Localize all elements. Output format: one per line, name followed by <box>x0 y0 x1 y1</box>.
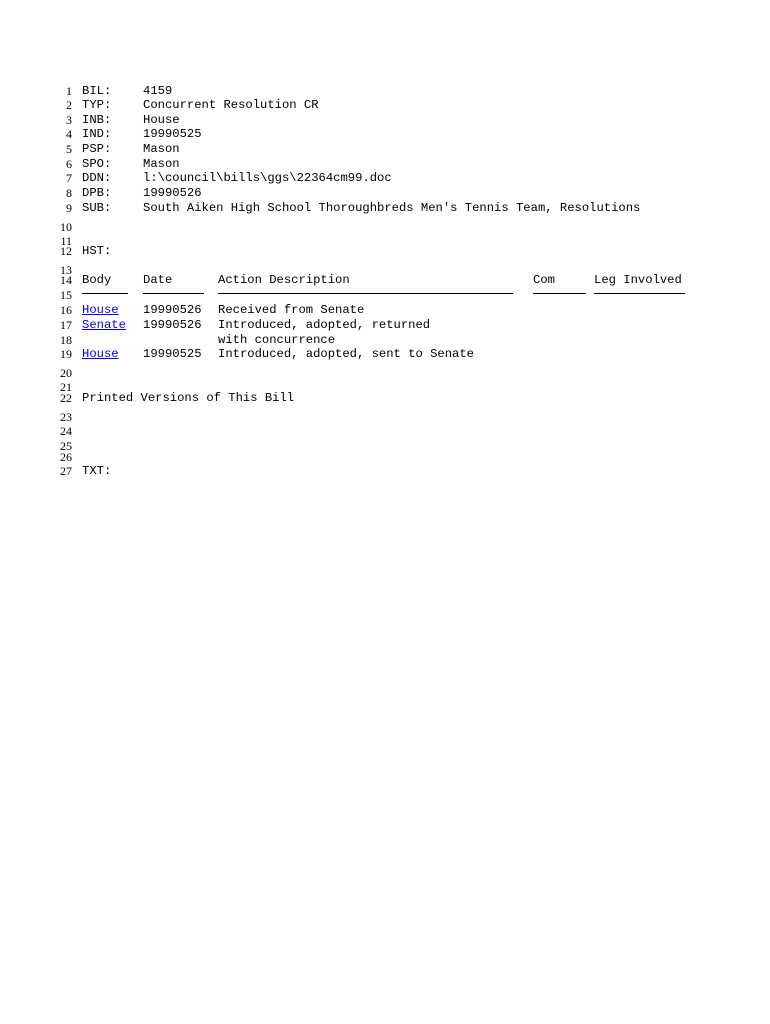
line-5 <box>0 142 770 157</box>
rule-date <box>143 293 204 294</box>
history-row <box>0 303 770 318</box>
line-number: 17 <box>60 318 72 332</box>
history-row <box>0 318 770 333</box>
history-rule-row <box>0 288 770 303</box>
line-number: 9 <box>66 201 72 215</box>
field-value-inb: House <box>143 113 180 127</box>
line-number: 16 <box>60 303 72 317</box>
line-2 <box>0 98 770 113</box>
header-date: Date <box>143 273 173 287</box>
line-number: 7 <box>66 171 72 185</box>
history-body-link-house[interactable]: House <box>82 303 119 317</box>
field-value-psp: Mason <box>143 142 180 156</box>
line-number: 12 <box>60 244 72 258</box>
field-value-spo: Mason <box>143 157 180 171</box>
history-body-link-house[interactable]: House <box>82 347 119 361</box>
printed-versions-heading: Printed Versions of This Bill <box>82 391 295 405</box>
field-value-bil: 4159 <box>143 84 173 98</box>
line-number: 3 <box>66 113 72 127</box>
line-4 <box>0 127 770 142</box>
history-label: HST: <box>82 244 112 258</box>
header-com: Com <box>533 273 555 287</box>
rule-body <box>82 293 128 294</box>
line-1 <box>0 84 770 99</box>
header-leg-involved: Leg Involved <box>594 273 682 287</box>
line-22 <box>0 391 770 406</box>
line-number: 4 <box>66 127 72 141</box>
history-row <box>0 347 770 362</box>
rule-com <box>533 293 586 294</box>
history-action: Introduced, adopted, sent to Senate <box>218 347 474 361</box>
line-9 <box>0 201 770 216</box>
line-number: 21 <box>60 380 72 394</box>
history-action: Received from Senate <box>218 303 365 317</box>
field-value-typ: Concurrent Resolution CR <box>143 98 319 112</box>
line-number: 22 <box>60 391 72 405</box>
field-label-spo: SPO: <box>82 157 112 171</box>
line-7 <box>0 171 770 186</box>
history-date: 19990526 <box>143 318 202 332</box>
line-number: 14 <box>60 273 72 287</box>
history-date: 19990526 <box>143 303 202 317</box>
line-number: 18 <box>60 333 72 347</box>
field-label-ddn: DDN: <box>82 171 112 185</box>
line-number: 26 <box>60 450 72 464</box>
line-number: 24 <box>60 424 72 438</box>
history-action: Introduced, adopted, returned <box>218 318 431 332</box>
line-number: 8 <box>66 186 72 200</box>
line-23 <box>0 410 770 425</box>
line-number: 27 <box>60 464 72 478</box>
history-date: 19990525 <box>143 347 202 361</box>
line-number: 2 <box>66 98 72 112</box>
line-number: 5 <box>66 142 72 156</box>
line-10 <box>0 220 770 235</box>
history-row-continuation <box>0 333 770 348</box>
field-label-bil: BIL: <box>82 84 112 98</box>
field-value-sub: South Aiken High School Thoroughbreds Men's Tennis Team, Resolutions <box>143 201 641 215</box>
field-value-dpb: 19990526 <box>143 186 202 200</box>
line-24 <box>0 424 770 439</box>
line-number: 23 <box>60 410 72 424</box>
line-number: 1 <box>66 84 72 98</box>
field-label-ind: IND: <box>82 127 112 141</box>
field-label-typ: TYP: <box>82 98 112 112</box>
line-8 <box>0 186 770 201</box>
field-label-dpb: DPB: <box>82 186 112 200</box>
line-20 <box>0 366 770 381</box>
line-number: 25 <box>60 439 72 453</box>
line-number: 13 <box>60 263 72 277</box>
line-number: 10 <box>60 220 72 234</box>
line-number: 11 <box>60 234 72 248</box>
line-number: 19 <box>60 347 72 361</box>
line-number: 6 <box>66 157 72 171</box>
header-body: Body <box>82 273 112 287</box>
line-26 <box>0 450 770 465</box>
history-header-row <box>0 273 770 288</box>
line-12 <box>0 244 770 259</box>
line-number: 15 <box>60 288 72 302</box>
header-action: Action Description <box>218 273 350 287</box>
field-label-inb: INB: <box>82 113 112 127</box>
field-label-sub: SUB: <box>82 201 112 215</box>
rule-action <box>218 293 513 294</box>
line-3 <box>0 113 770 128</box>
history-body-link-senate[interactable]: Senate <box>82 318 126 332</box>
field-value-ddn: l:\council\bills\ggs\22364cm99.doc <box>143 171 392 185</box>
field-label-psp: PSP: <box>82 142 112 156</box>
line-number: 20 <box>60 366 72 380</box>
line-6 <box>0 157 770 172</box>
line-27 <box>0 464 770 479</box>
rule-leg <box>594 293 685 294</box>
field-value-ind: 19990525 <box>143 127 202 141</box>
text-section-label: TXT: <box>82 464 112 478</box>
history-action-continuation: with concurrence <box>218 333 336 347</box>
